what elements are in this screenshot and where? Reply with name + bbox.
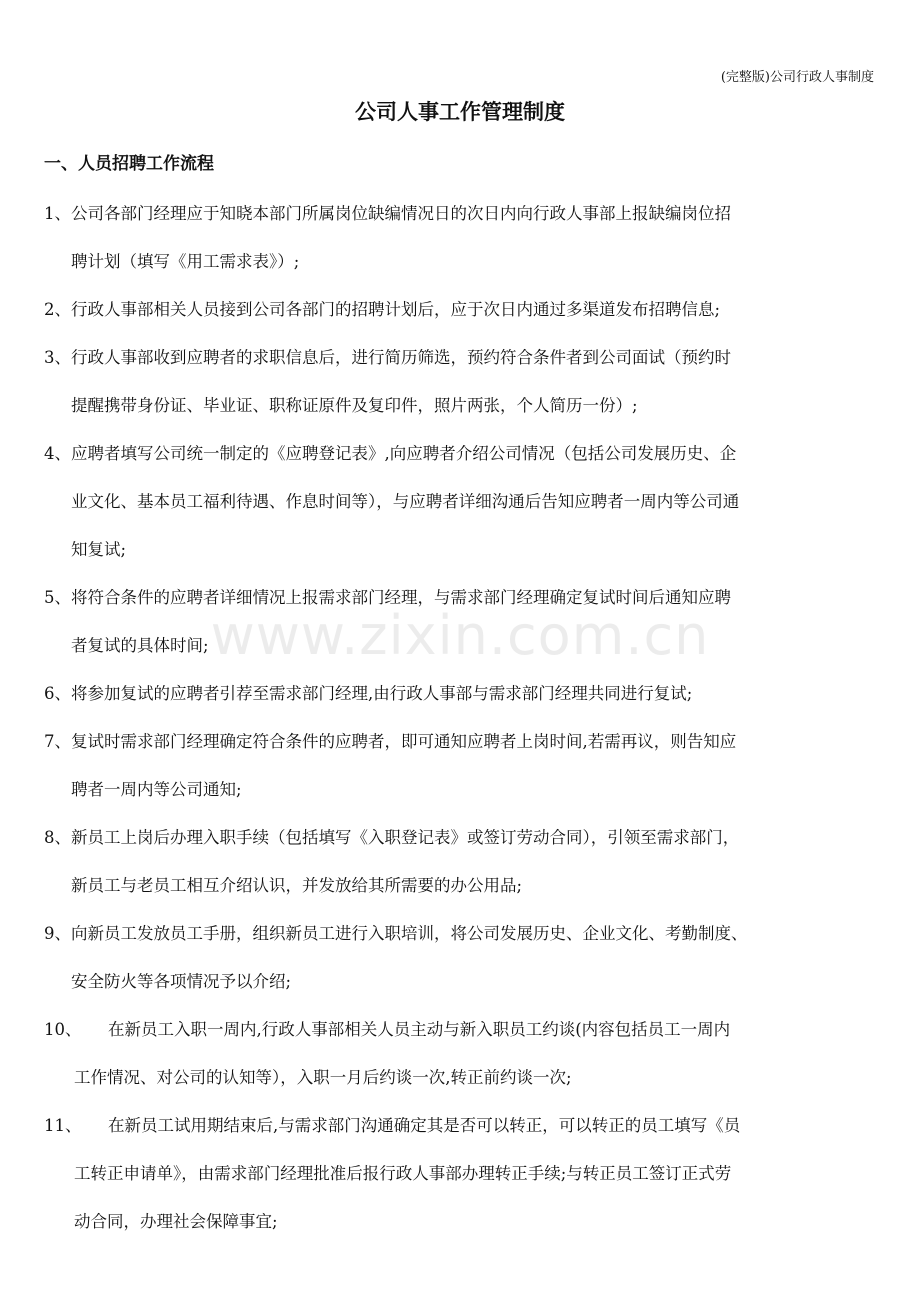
- list-item-line: 者复试的具体时间;: [71, 636, 209, 655]
- list-item-line: 业文化、基本员工福利待遇、作息时间等），与应聘者详细沟通后告知应聘者一周内等公司通: [71, 492, 740, 511]
- list-item-text: [71, 286, 880, 334]
- list-item: [44, 670, 880, 718]
- list-item-line: 应聘者填写公司统一制定的《应聘登记表》,向应聘者介绍公司情况（包括公司发展历史、企: [71, 444, 737, 463]
- list-item-number: 5、: [44, 588, 71, 607]
- list-item-line: 动合同，办理社会保障事宜;: [74, 1212, 278, 1231]
- document-header-label: (完整版)公司行政人事制度: [720, 70, 874, 85]
- list-item: [44, 574, 880, 670]
- list-item-line: 将符合条件的应聘者详细情况上报需求部门经理，与需求部门经理确定复试时间后通知应聘: [71, 588, 731, 607]
- list-item-text: [71, 334, 880, 430]
- watermark: www.zixin.com.cn: [210, 604, 710, 667]
- list-item: [44, 190, 880, 286]
- list-item-line: 聘计划（填写《用工需求表》）;: [71, 252, 300, 271]
- list-item-line: 公司各部门经理应于知晓本部门所属岗位缺编情况日的次日内向行政人事部上报缺编岗位招: [71, 204, 731, 223]
- list-item-line: 行政人事部收到应聘者的求职信息后，进行简历筛选，预约符合条件者到公司面试（预约时: [71, 348, 731, 367]
- list-item-line: 行政人事部相关人员接到公司各部门的招聘计划后，应于次日内通过多渠道发布招聘信息;: [71, 300, 721, 319]
- list-item-number: 11、: [44, 1116, 82, 1135]
- list-item: [44, 430, 880, 574]
- list-item-number: 2、: [44, 300, 71, 319]
- list-item-text: [71, 190, 880, 286]
- list-item-number: 4、: [44, 444, 71, 463]
- list-item: [44, 1006, 880, 1102]
- list-item-text: [71, 430, 880, 574]
- list-item-number: 1、: [44, 204, 71, 223]
- list-item-line: 将参加复试的应聘者引荐至需求部门经理,由行政人事部与需求部门经理共同进行复试;: [71, 684, 693, 703]
- list-item-line: 在新员工试用期结束后,与需求部门沟通确定其是否可以转正，可以转正的员工填写《员: [108, 1116, 741, 1135]
- list-item-line: 复试时需求部门经理确定符合条件的应聘者，即可通知应聘者上岗时间,若需再议，则告知应: [71, 732, 737, 751]
- list-item-number: 8、: [44, 828, 71, 847]
- section-heading: 一、人员招聘工作流程: [44, 154, 214, 174]
- list-item-text: [74, 1006, 880, 1102]
- list-item-number: 3、: [44, 348, 71, 367]
- list-item-text: [71, 670, 880, 718]
- list-item-line: 安全防火等各项情况予以介绍;: [71, 972, 292, 991]
- list-item-line: 向新员工发放员工手册，组织新员工进行入职培训，将公司发展历史、企业文化、考勤制度、: [71, 924, 748, 943]
- list-item-text: [74, 1102, 880, 1246]
- list-item-number: 6、: [44, 684, 71, 703]
- list-item: [44, 286, 880, 334]
- list-item-line: 工作情况、对公司的认知等），入职一月后约谈一次,转正前约谈一次;: [74, 1068, 572, 1087]
- list-item: [44, 814, 880, 910]
- list-item-line: 新员工上岗后办理入职手续（包括填写《入职登记表》或签订劳动合同），引领至需求部门，: [71, 828, 740, 847]
- list-item: [44, 718, 880, 814]
- list-item-line: 聘者一周内等公司通知;: [71, 780, 242, 799]
- list-item-line: 在新员工入职一周内,行政人事部相关人员主动与新入职员工约谈(内容包括员工一周内: [108, 1020, 731, 1039]
- list-item-number: 7、: [44, 732, 71, 751]
- list-item-text: [71, 574, 880, 670]
- document-title: 公司人事工作管理制度: [355, 100, 565, 124]
- list-item: [44, 910, 880, 1006]
- list-item-text: [71, 814, 880, 910]
- list-item-line: 提醒携带身份证、毕业证、职称证原件及复印件，照片两张，个人简历一份）;: [71, 396, 638, 415]
- list-item: [44, 334, 880, 430]
- list-item-number: 9、: [44, 924, 71, 943]
- list-item-line: 工转正申请单》，由需求部门经理批准后报行政人事部办理转正手续;与转正员工签订正式劳: [74, 1164, 732, 1183]
- list-item-text: [71, 910, 880, 1006]
- list-item-number: 10、: [44, 1020, 82, 1039]
- list-item-line: 新员工与老员工相互介绍认识，并发放给其所需要的办公用品;: [71, 876, 523, 895]
- list-item-line: 知复试;: [71, 540, 127, 559]
- list-item: [44, 1102, 880, 1246]
- list-item-text: [71, 718, 880, 814]
- procedure-list: [44, 190, 880, 1246]
